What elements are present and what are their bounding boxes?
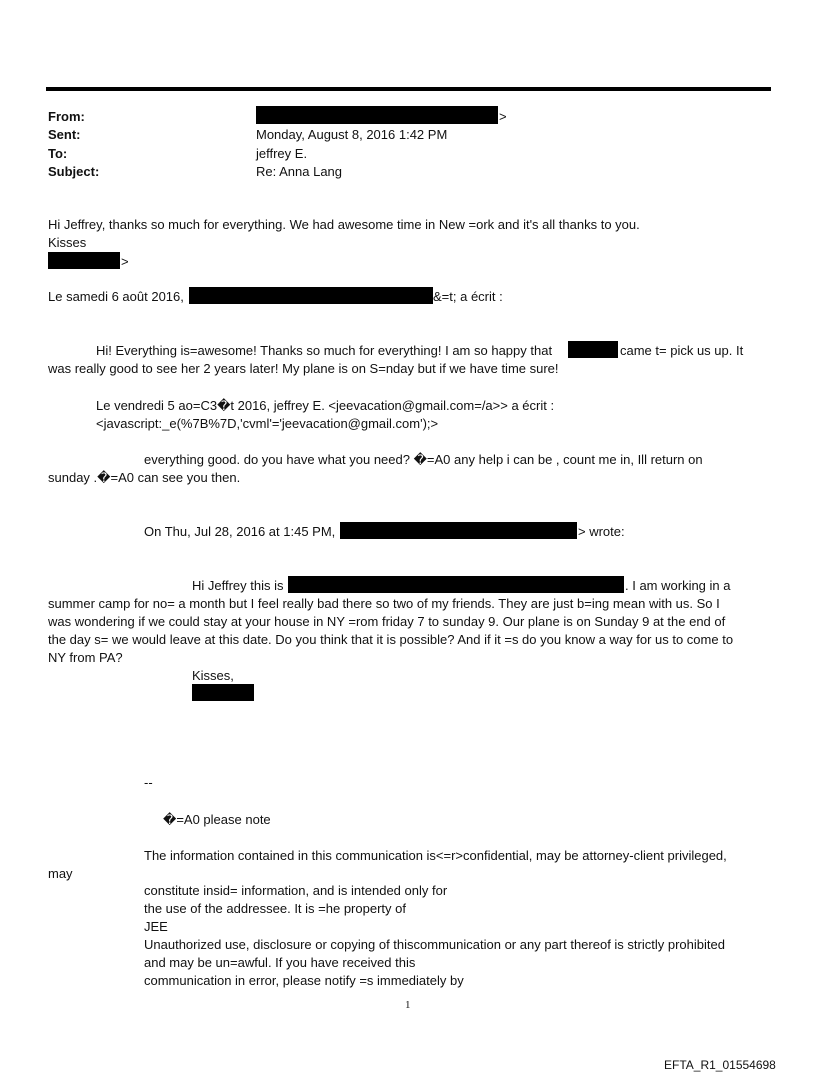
subject-value: Re: Anna Lang xyxy=(256,164,343,179)
from-value-suffix: > xyxy=(499,109,507,124)
body-line: everything good. do you have what you need? �=A0 any help i can be , count me in, Ill return on xyxy=(144,452,703,467)
body-line: came t= pick us up. It xyxy=(620,343,744,358)
from-label: From: xyxy=(48,109,85,124)
disclaimer-line: and may be un=awful. If you have received this xyxy=(144,955,416,970)
disclaimer-line: Unauthorized use, disclosure or copying of thiscommunication or any part thereof is strictly prohibited xyxy=(144,937,725,952)
page-number: 1 xyxy=(405,999,411,1011)
body-line: sunday .�=A0 can see you then. xyxy=(48,470,241,485)
quote-header-suffix: > wrote: xyxy=(578,524,625,539)
redacted-block xyxy=(288,576,624,593)
sent-label: Sent: xyxy=(48,127,81,142)
disclaimer-line: JEE xyxy=(144,919,168,934)
body-line: was really good to see her 2 years later! My plane is on S=nday but if we have time sure! xyxy=(48,361,559,376)
body-line: summer camp for no= a month but I feel really bad there so two of my friends. They are just b=ing mean with us. So I xyxy=(48,596,720,611)
disclaimer-line: may xyxy=(48,866,73,881)
body-line: the day s= we would leave at this date. Do you think that it is possible? And if it =s do you know a way for us to come to xyxy=(48,632,734,647)
body-line: was wondering if we could stay at your house in NY =rom friday 7 to sunday 9. Our plane is on Sunday 9 at the end of xyxy=(48,614,726,629)
quote-link: <javascript:_e(%7B%7D,'cvml'='jeevacation@gmail.com');> xyxy=(96,416,439,431)
quote-header: Le samedi 6 août 2016, xyxy=(48,289,184,304)
sent-value: Monday, August 8, 2016 1:42 PM xyxy=(256,127,448,142)
body-line: NY from PA? xyxy=(48,650,123,665)
body-line: Hi! Everything is=awesome! Thanks so much for everything! I am so happy that xyxy=(96,343,553,358)
redacted-block xyxy=(568,341,618,358)
redacted-block xyxy=(192,684,254,701)
disclaimer-line: The information contained in this communication is<=r>confidential, may be attorney-client privileged, xyxy=(144,848,727,863)
to-value: jeffrey E. xyxy=(256,146,308,161)
redacted-block xyxy=(340,522,577,539)
body-line: Kisses xyxy=(48,235,87,250)
note-line: �=A0 please note xyxy=(163,812,271,827)
disclaimer-line: constitute insid= information, and is intended only for xyxy=(144,883,448,898)
quote-header: On Thu, Jul 28, 2016 at 1:45 PM, xyxy=(144,524,336,539)
document-id: EFTA_R1_01554698 xyxy=(664,1058,776,1072)
redacted-block xyxy=(189,287,433,304)
redacted-block xyxy=(256,106,498,124)
to-label: To: xyxy=(48,146,68,161)
disclaimer-line: the use of the addressee. It is =he property of xyxy=(144,901,406,916)
signature-suffix: > xyxy=(121,254,129,269)
quote-header: Le vendredi 5 ao=C3�t 2016, jeffrey E. <jeevacation@gmail.com=/a>> a écrit : xyxy=(96,398,555,413)
subject-label: Subject: xyxy=(48,164,100,179)
disclaimer-line: communication in error, please notify =s immediately by xyxy=(144,973,464,988)
body-line: Kisses, xyxy=(192,668,234,683)
body-line: Hi Jeffrey this is xyxy=(192,578,284,593)
quote-header-suffix: &=t; a écrit : xyxy=(433,289,503,304)
header-rule xyxy=(46,87,771,91)
redacted-block xyxy=(48,252,120,269)
body-line: Hi Jeffrey, thanks so much for everything. We had awesome time in New =ork and it's all thanks to you. xyxy=(48,217,640,232)
signature-separator: -- xyxy=(144,775,153,790)
body-line: . I am working in a xyxy=(625,578,731,593)
